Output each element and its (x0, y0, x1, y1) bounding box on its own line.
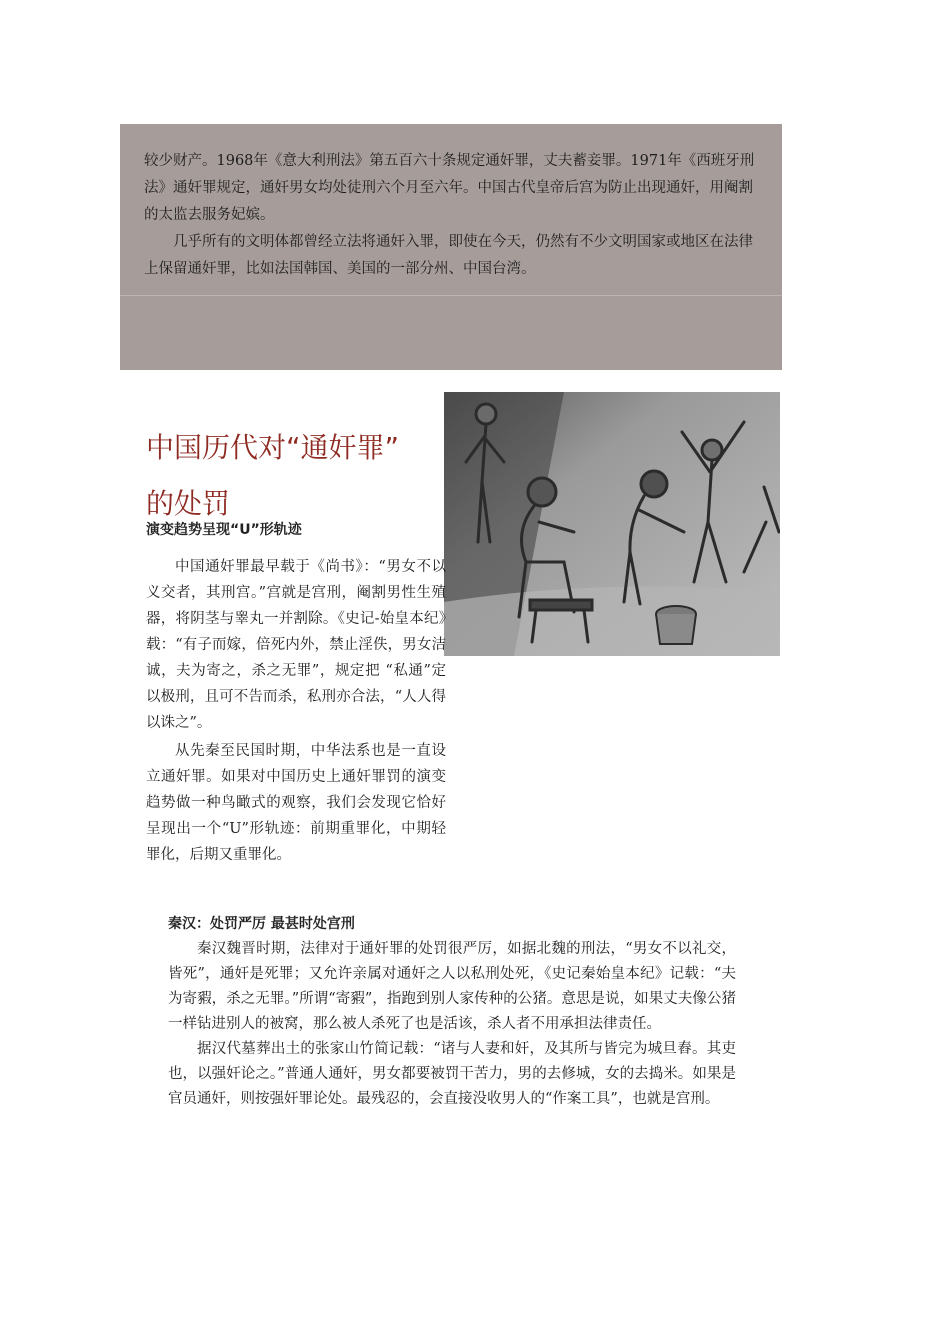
title-line: 中国历代对“通奸罪” (146, 431, 400, 464)
pencil-sketch-image (444, 392, 780, 656)
title-line: 的处罚 (146, 487, 231, 520)
excerpt-paragraph: 几乎所有的文明体都曾经立法将通奸入罪，即使在今天，仍然有不少文明国家或地区在法律上保留通奸罪，比如法国韩国、美国的一部分州、中国台湾。 (144, 234, 753, 277)
article-subtitle: 演变趋势呈现“U”形轨迹 (146, 522, 302, 538)
article-title (146, 420, 436, 532)
qin-han-section (168, 912, 736, 1112)
section-heading: 秦汉：处罚严厉 最甚时处宫刑 (168, 916, 355, 932)
section-paragraph: 据汉代墓葬出土的张家山竹简记载：“诸与人妻和奸，及其所与皆完为城旦舂。其吏也，以强奸论之。”普通人通奸，男女都要被罚干苦力，男的去修城，女的去捣米。如果是官员通奸，则按强奸罪论处。最残忍的，会直接没收男人的“作案工具”，也就是宫刑。 (168, 1041, 736, 1107)
excerpt-text (144, 148, 760, 283)
article-paragraph: 从先秦至民国时期，中华法系也是一直设立通奸罪。如果对中国历史上通奸罪罚的演变趋势做一种鸟瞰式的观察，我们会发现它恰好呈现出一个“U”形轨迹：前期重罪化，中期轻罪化，后期又重罪化。 (146, 743, 446, 863)
excerpt-box (120, 124, 782, 370)
excerpt-paragraph: 较少财产。1968年《意大利刑法》第五百六十条规定通奸罪，丈夫蓄妾罪。1971年《西班牙刑法》通奸罪规定，通奸男女均处徒刑六个月至六年。中国古代皇帝后宫为防止出现通奸，用阉割的太监去服务妃嫔。 (144, 153, 755, 223)
article-column (146, 738, 446, 868)
section-paragraph: 秦汉魏晋时期，法律对于通奸罪的处罚很严厉，如据北魏的刑法，“男女不以礼交，皆死”，通奸是死罪；又允许亲属对通奸之人以私刑处死，《史记秦始皇本纪》记载：“夫为寄豭，杀之无罪。”所谓“寄豭”，指跑到别人家传种的公猪。意思是说，如果丈夫像公猪一样钻进别人的被窝，那么被人杀死了也是活该，杀人者不用承担法律责任。 (168, 941, 736, 1032)
sketch-drawing (444, 392, 780, 656)
article-column (146, 554, 446, 736)
box-divider (120, 295, 782, 296)
article-paragraph: 中国通奸罪最早载于《尚书》：“男女不以义交者，其刑宫。”宫就是宫刑，阉割男性生殖器，将阴茎与睾丸一并割除。《史记-始皇本纪》载：“有子而嫁，倍死内外，禁止淫佚，男女洁诚，夫为寄之，杀之无罪”，规定把 “私通”定以极刑，且可不告而杀，私刑亦合法，“人人得以诛之”。 (146, 559, 446, 731)
